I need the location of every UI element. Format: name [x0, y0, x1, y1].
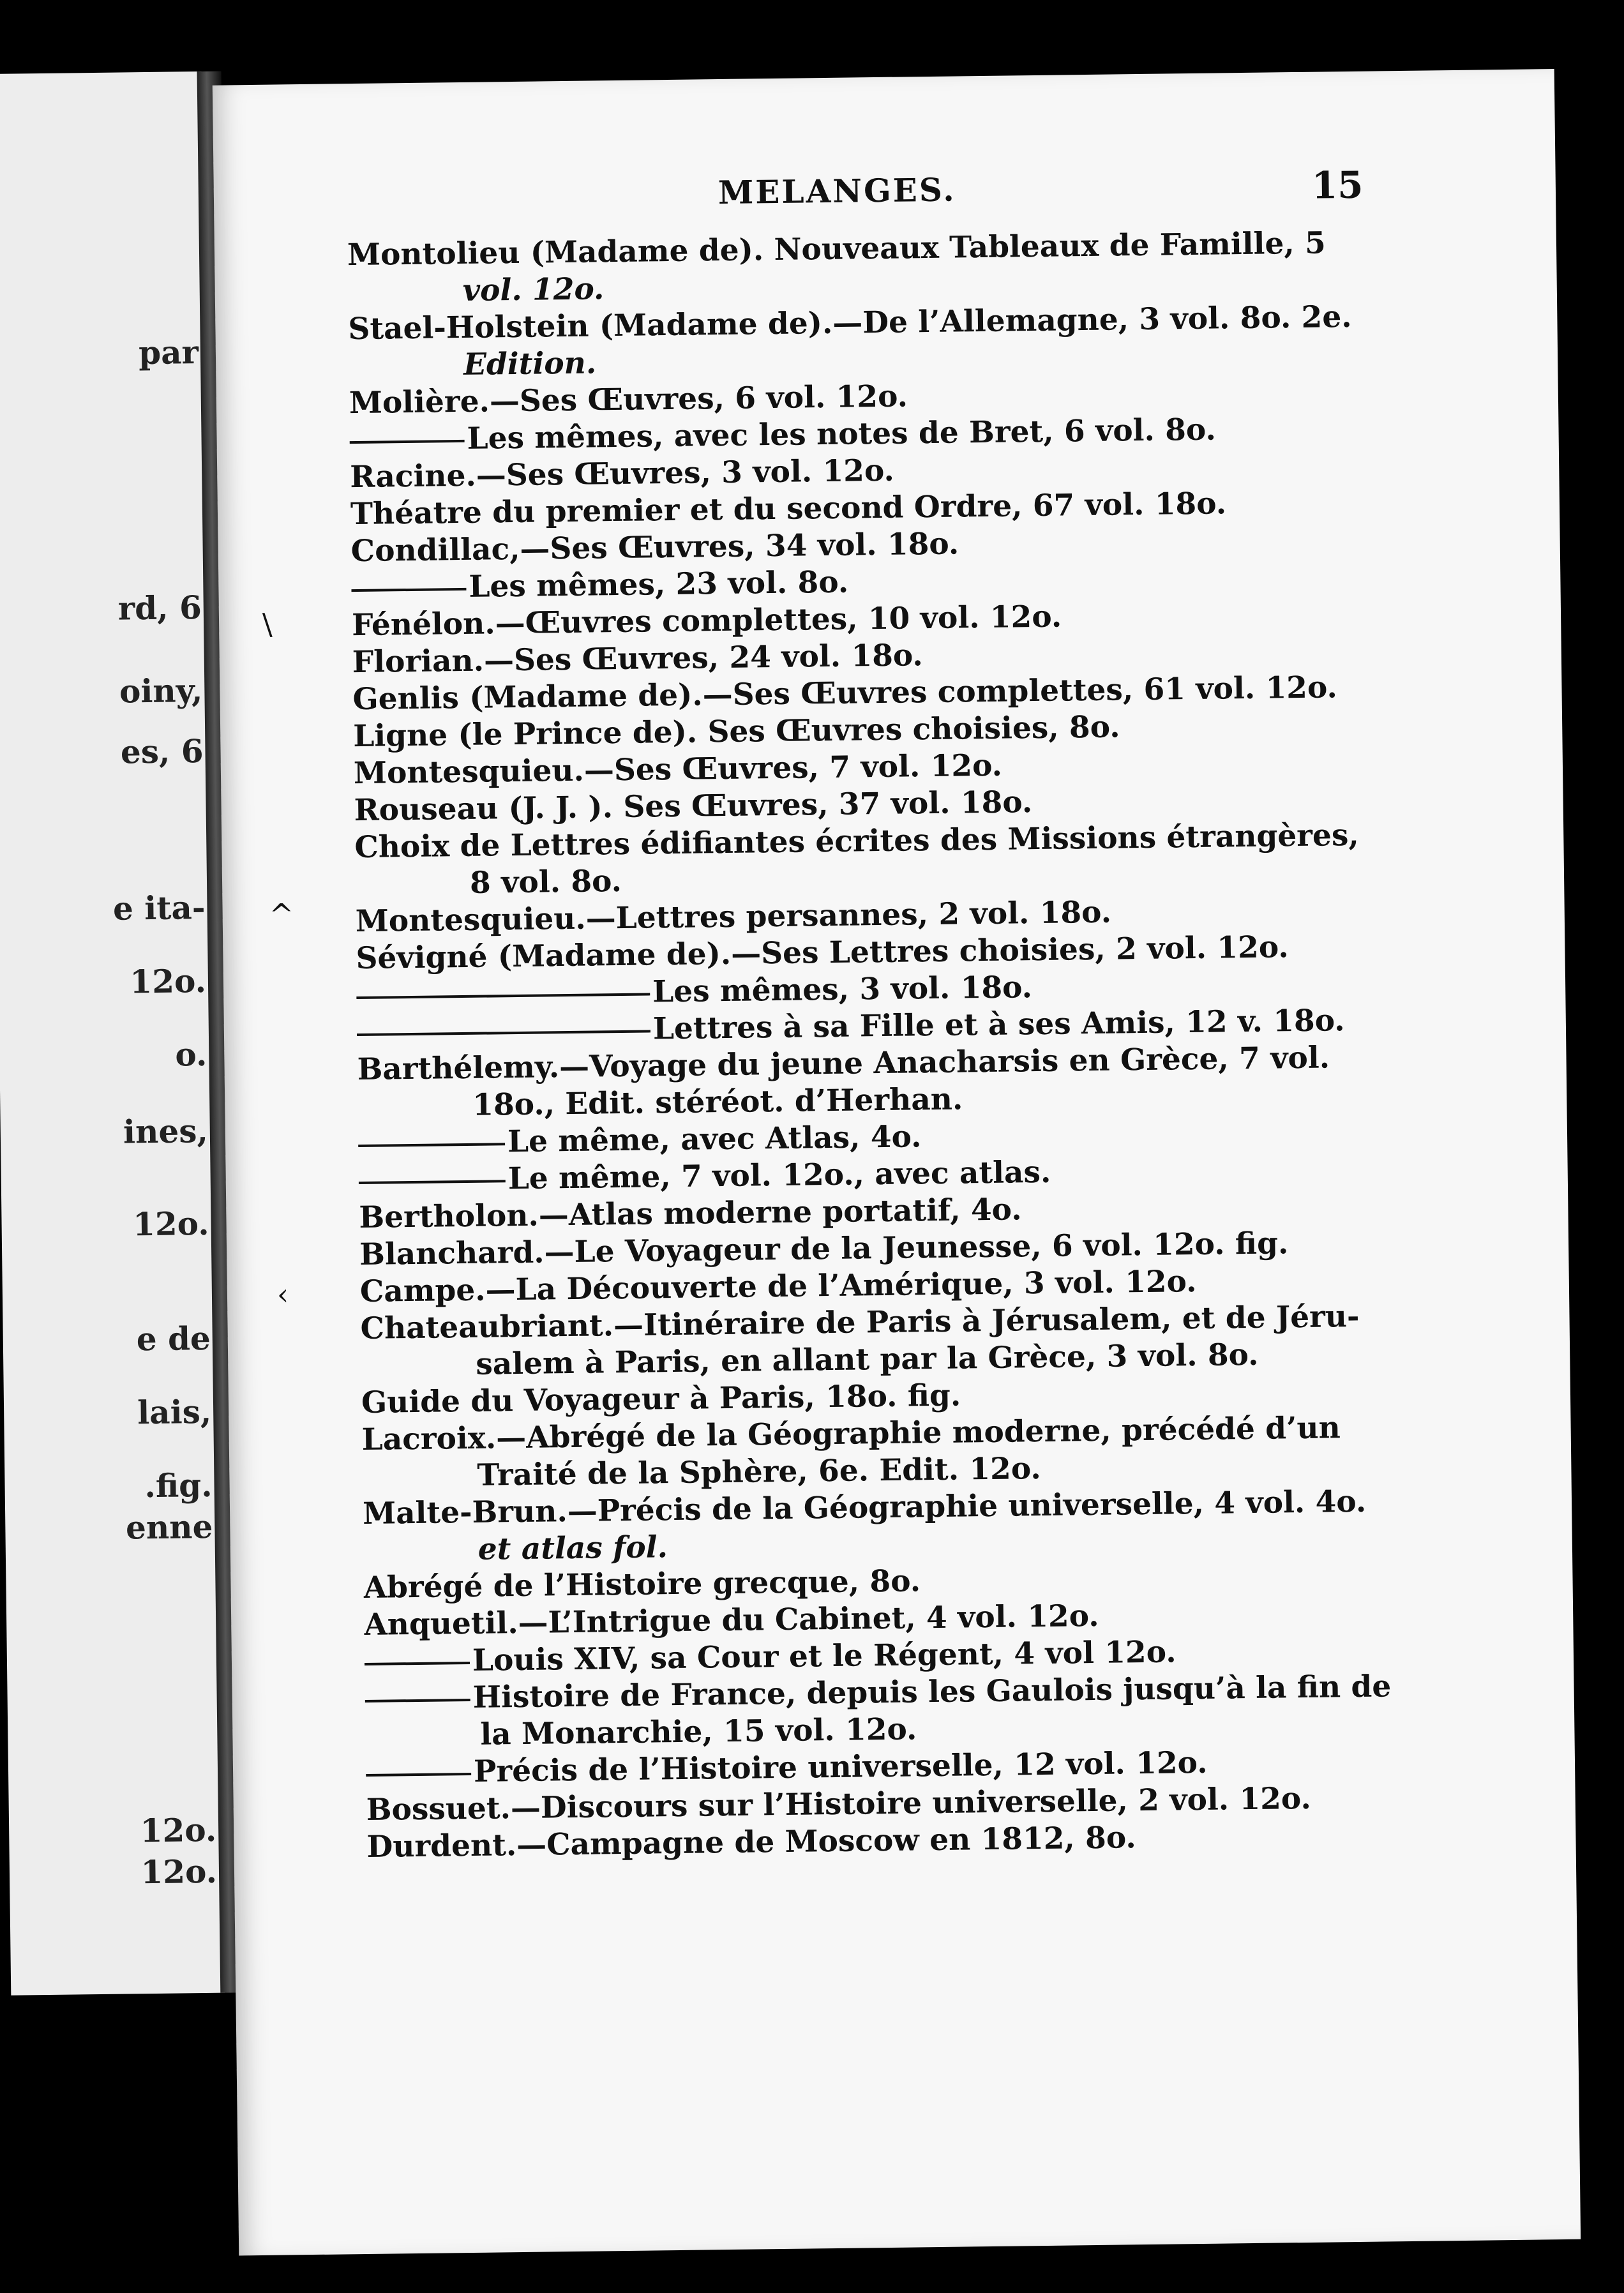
left-page-text: 12o. — [140, 1810, 217, 1850]
entry-text: Bertholon.—Atlas moderne portatif, 4o. — [359, 1192, 1022, 1236]
left-page-text: 12o. — [130, 961, 207, 1001]
entry-text: Ligne (le Prince de). Ses Œuvres choisies, 8o. — [352, 709, 1120, 755]
entry-text: Montesquieu.—Ses Œuvres, 7 vol. 12o. — [353, 748, 1003, 792]
entry-text: Condillac,—Ses Œuvres, 34 vol. 18o. — [350, 526, 959, 569]
entry-text: salem à Paris, en allant par la Grèce, 3 vol. 8o. — [475, 1337, 1259, 1382]
entry-text: Montesquieu.—Lettres persannes, 2 vol. 18o. — [355, 894, 1112, 940]
entry-text: Racine.—Ses Œuvres, 3 vol. 12o. — [349, 453, 895, 495]
entry-text: Molière.—Ses Œuvres, 6 vol. 12o. — [349, 379, 908, 421]
page-number: 15 — [1311, 163, 1364, 207]
entry-text: la Monarchie, 15 vol. 12o. — [480, 1711, 917, 1752]
entry-text: Les mêmes, avec les notes de Bret, 6 vol. 8o. — [467, 412, 1217, 456]
left-page-text: e ita- — [112, 888, 206, 928]
catalogue-entries — [347, 223, 1465, 1866]
entry-text: Précis de l’Histoire universelle, 12 vol. 12o. — [473, 1745, 1208, 1789]
stray-mark: ^ — [269, 897, 294, 932]
entry-text: Barthélemy.—Voyage du jeune Anacharsis en Grèce, 7 vol. — [357, 1040, 1330, 1088]
entry-text: Lettres à sa Fille et à ses Amis, 12 v. 18o. — [652, 1003, 1345, 1047]
entry-text: Anquetil.—L’Intrigue du Cabinet, 4 vol. 12o. — [363, 1598, 1099, 1643]
left-page-text: e de — [136, 1319, 211, 1358]
ditto-rule — [356, 993, 650, 999]
left-page-text: lais, — [137, 1392, 212, 1432]
left-page-text: 12o. — [132, 1204, 209, 1244]
entry-text: Les mêmes, 3 vol. 18o. — [652, 970, 1033, 1010]
entry-text: Genlis (Madame de).—Ses Œuvres complettes, 61 vol. 12o. — [352, 670, 1338, 718]
entry-text: Blanchard.—Le Voyageur de la Jeunesse, 6 vol. 12o. fig. — [359, 1226, 1289, 1273]
ditto-rule — [359, 1180, 506, 1184]
entry-text: Fénélon.—Œuvres complettes, 10 vol. 12o. — [351, 599, 1062, 643]
ditto-rule — [350, 440, 465, 444]
page-title: MELANGES. — [718, 170, 956, 212]
entry-text: et atlas fol. — [477, 1530, 668, 1567]
entry-text: Choix de Lettres édifiantes écrites des Missions étrangères, — [354, 817, 1360, 866]
ditto-rule — [351, 588, 466, 592]
entry-text: 18o., Edit. stéréot. d’Herhan. — [472, 1081, 963, 1123]
left-page-text: ines, — [123, 1111, 209, 1151]
entry-text: Histoire de France, depuis les Gaulois jusqu’à la fin de — [472, 1669, 1392, 1715]
entry-text: Louis XIV, sa Cour et le Régent, 4 vol 12o. — [472, 1634, 1177, 1678]
ditto-rule — [366, 1773, 471, 1777]
left-page-text: par — [138, 333, 199, 372]
entry-text: vol. 12o. — [462, 271, 605, 308]
left-page-text: enne — [125, 1507, 213, 1547]
entry-text: Montolieu (Madame de). Nouveaux Tableaux de Famille, 5 — [347, 225, 1327, 273]
entry-text: Sévigné (Madame de).—Ses Lettres choisies, 2 vol. 12o. — [356, 929, 1289, 977]
entry-text: Rouseau (J. J. ). Ses Œuvres, 37 vol. 18o. — [354, 785, 1033, 829]
entry-text: Stael-Holstein (Madame de).—De l’Allemagne, 3 vol. 8o. 2e. — [348, 299, 1352, 347]
entry-text: Traité de la Sphère, 6e. Edit. 12o. — [477, 1451, 1041, 1493]
left-page-text: es, 6 — [120, 732, 204, 771]
left-page-text: .fig. — [144, 1466, 213, 1505]
stray-mark: \ — [262, 606, 273, 642]
stray-mark: ‹ — [276, 1277, 289, 1312]
left-page-text: oiny, — [119, 671, 203, 710]
left-page-fragment — [0, 71, 225, 1996]
left-page-text: 12o. — [140, 1852, 218, 1891]
entry-text: Abrégé de l’Histoire grecque, 8o. — [363, 1563, 921, 1605]
entry-text: Le même, avec Atlas, 4o. — [507, 1119, 922, 1160]
entry-text: Florian.—Ses Œuvres, 24 vol. 18o. — [352, 638, 924, 680]
ditto-rule — [365, 1662, 470, 1665]
entry-text: Le même, 7 vol. 12o., avec atlas. — [508, 1154, 1051, 1197]
ditto-rule — [358, 1143, 505, 1147]
entry-text: Bossuet.—Discours sur l’Histoire universelle, 2 vol. 12o. — [366, 1780, 1312, 1828]
entry-text: Guide du Voyageur à Paris, 18o. fig. — [361, 1378, 961, 1421]
left-page-text: o. — [175, 1035, 207, 1074]
left-page-text: rd, 6 — [117, 588, 202, 628]
page — [213, 69, 1581, 2255]
entry-text: Théatre du premier et du second Ordre, 67 vol. 18o. — [350, 486, 1227, 532]
entry-text: Chateaubriant.—Itinéraire de Paris à Jérusalem, et de Jéru- — [360, 1298, 1360, 1347]
entry-text: Les mêmes, 23 vol. 8o. — [469, 564, 849, 605]
ditto-rule — [365, 1699, 470, 1703]
ditto-rule — [357, 1030, 650, 1036]
entry-text: Campe.—La Découverte de l’Amérique, 3 vol. 12o. — [359, 1264, 1197, 1310]
entry-text: Malte-Brun.—Précis de la Géographie universelle, 4 vol. 4o. — [362, 1484, 1367, 1531]
entry-text: Lacroix.—Abrégé de la Géographie moderne, précédé d’un — [361, 1410, 1341, 1457]
entry-text: Edition. — [463, 345, 597, 382]
running-header — [214, 163, 1556, 218]
entry-text: 8 vol. 8o. — [469, 863, 622, 901]
entry-text: Durdent.—Campagne de Moscow en 1812, 8o. — [366, 1820, 1137, 1865]
